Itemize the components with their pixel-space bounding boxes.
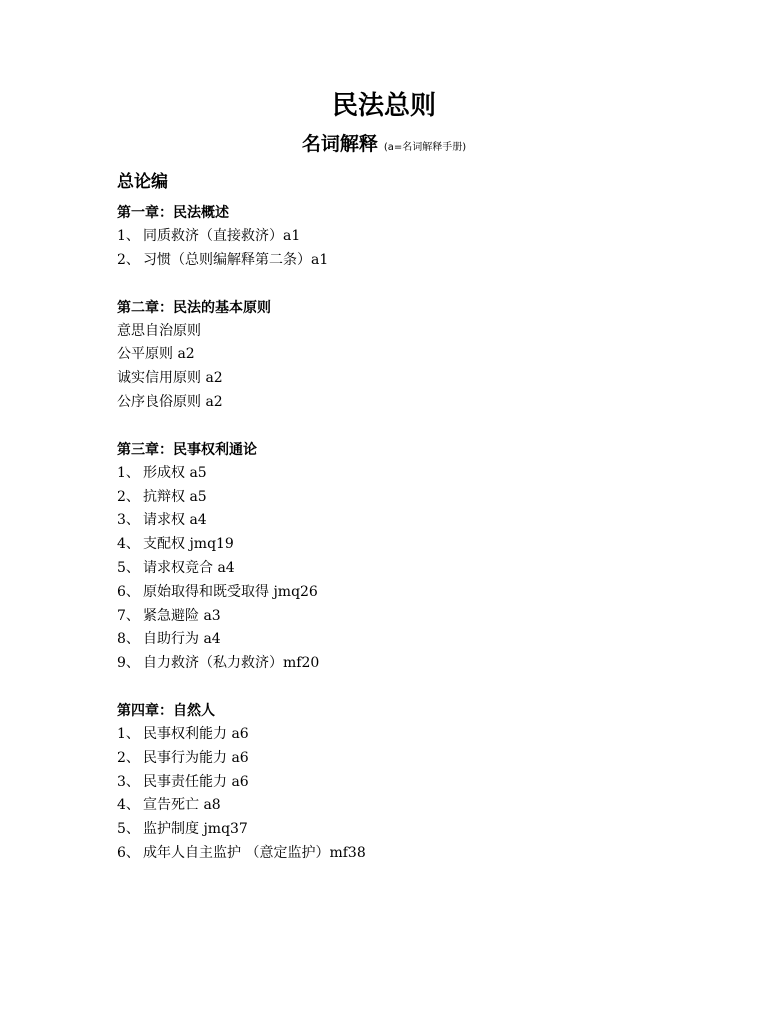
item-number: 5、 [117, 821, 140, 838]
item-number: 9、 [117, 655, 140, 672]
list-item [117, 842, 717, 866]
item-text: 意思自治原则 [117, 322, 201, 339]
item-number: 6、 [117, 583, 140, 600]
list-item [117, 320, 717, 344]
list-item [117, 225, 717, 249]
subtitle-note: (a=名词解释手册) [383, 142, 467, 153]
item-number: 5、 [117, 559, 140, 576]
document-title: 民法总则 [331, 91, 436, 121]
item-number: 2、 [117, 251, 140, 268]
list-item [117, 581, 717, 605]
item-number: 4、 [117, 536, 140, 553]
item-text: 抗辩权 a5 [143, 488, 207, 505]
item-number: 4、 [117, 797, 140, 814]
item-text: 民事责任能力 a6 [143, 773, 249, 790]
item-text: 习惯（总则编解释第二条）a1 [143, 251, 329, 268]
item-text: 自助行为 a4 [143, 631, 221, 648]
item-text: 请求权竞合 a4 [143, 559, 235, 576]
document-subtitle [0, 130, 768, 162]
list-item [117, 391, 717, 415]
item-text: 成年人自主监护 （意定监护）mf38 [143, 844, 366, 861]
list-item [117, 557, 717, 581]
list-item [117, 462, 717, 486]
item-number: 1、 [117, 228, 140, 244]
chapter-1 [117, 201, 717, 273]
list-item [117, 794, 717, 818]
item-number: 6、 [117, 844, 140, 861]
item-text: 监护制度 jmq37 [143, 821, 248, 838]
list-item [117, 533, 717, 557]
item-text: 支配权 jmq19 [143, 536, 234, 553]
item-number: 8、 [117, 631, 140, 648]
list-item [117, 771, 717, 795]
item-text: 请求权 a4 [143, 512, 207, 529]
list-item [117, 652, 717, 676]
item-number: 3、 [117, 512, 140, 529]
item-number: 3、 [117, 773, 140, 790]
list-item [117, 628, 717, 652]
chapter-title: 第二章：民法的基本原则 [117, 299, 271, 316]
list-item [117, 605, 717, 629]
item-number: 2、 [117, 488, 140, 505]
list-item [117, 747, 717, 771]
item-text: 诚实信用原则 a2 [117, 370, 223, 387]
item-text: 公序良俗原则 a2 [117, 393, 223, 410]
item-text: 民事权利能力 a6 [143, 725, 249, 742]
item-text: 紧急避险 a3 [143, 607, 221, 624]
item-number: 1、 [117, 464, 140, 481]
list-item [117, 509, 717, 533]
item-number: 7、 [117, 607, 140, 624]
subtitle-main: 名词解释 [301, 133, 378, 155]
item-text: 宣告死亡 a8 [143, 797, 221, 814]
item-text: 原始取得和既受取得 jmq26 [143, 583, 318, 600]
item-number: 2、 [117, 749, 140, 766]
item-text: 同质救济（直接救济）a1 [143, 228, 301, 244]
chapter-title: 第四章：自然人 [117, 702, 215, 719]
chapter-3 [117, 438, 717, 676]
list-item [117, 486, 717, 510]
chapter-2 [117, 296, 717, 415]
item-text: 民事行为能力 a6 [143, 749, 249, 766]
item-text: 公平原则 a2 [117, 346, 195, 363]
chapter-title: 第一章：民法概述 [117, 205, 229, 221]
chapter-list [117, 201, 717, 889]
part-title: 总论编 [117, 172, 168, 192]
item-text: 形成权 a5 [143, 464, 207, 481]
item-text: 自力救济（私力救济）mf20 [143, 655, 320, 672]
chapter-4 [117, 699, 717, 866]
list-item [117, 249, 717, 273]
list-item [117, 367, 717, 391]
list-item [117, 818, 717, 842]
item-number: 1、 [117, 725, 140, 742]
chapter-title: 第三章：民事权利通论 [117, 441, 257, 458]
list-item [117, 343, 717, 367]
list-item [117, 723, 717, 747]
